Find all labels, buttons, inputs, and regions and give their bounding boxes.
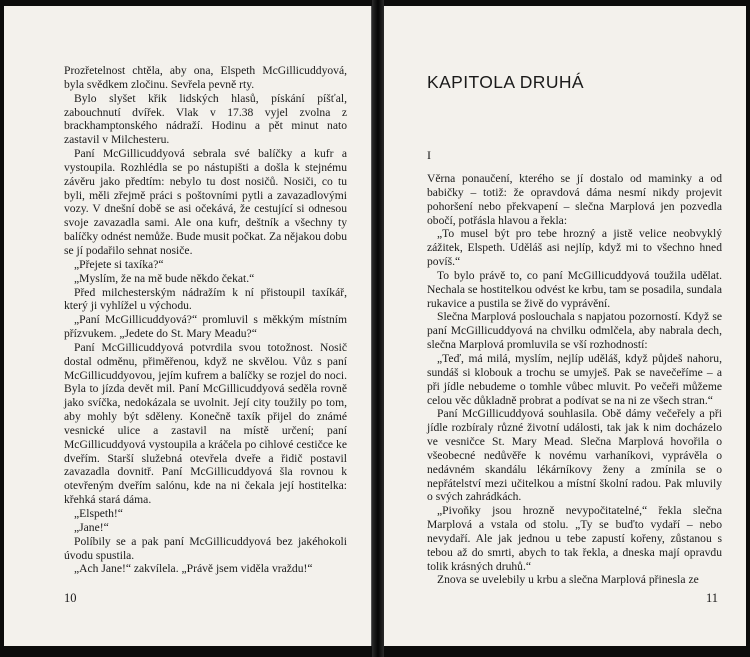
paragraph: „Myslím, že na mě bude někdo čekat.“ [74,271,255,285]
right-page [384,6,746,646]
paragraph: To bylo právě to, co paní McGillicuddyová toužila udělat. Nechala se hostitelkou odvést ke krbu, tam se posadila, sundala rukavice a pustila se živě do vyprávění. [427,268,722,310]
paragraph: „Jane!“ [74,520,109,534]
book-spine [372,0,384,657]
paragraph: Slečna Marplová poslouchala s napjatou pozorností. Když se paní McGillicuddyová na chvilku odmlčela, aby nabrala dech, slečna Marplová promluvila se vší rozhodností: [427,310,722,352]
paragraph: Paní McGillicuddyová souhlasila. Obě dámy večeřely a při jídle rozbíraly různé životní události, tak jak k nim docházelo ve vesničce St. Mary Mead. Slečna Marplová hovořila o všeobecné nedůvěře k novému varhaníkovi, vyprávěla o nedávném skandálu lékárníkovy ženy a zmínila se o nepřátelství mezi učitelkou a místní školní radou. Pak mluvily o svých zahrádkách. [427,407,722,504]
page-number: 10 [64,591,77,605]
paragraph: Znova se uvelebily u krbu a slečna Marplová přinesla ze [437,573,699,587]
paragraph: Bylo slyšet křik lidských hlasů, pískání píšťal, zabouchnutí dvířek. Vlak v 17.38 vyjel zvolna z brackhamptonského nádraží. Hodinu a pět minut nato zastavil v Milchesteru. [64,91,347,147]
paragraph: Před milchesterským nádražím k ní přistoupil taxíkář, který ji vyhlížel u východu. [64,285,347,313]
paragraph: Věrna ponaučení, kterého se jí dostalo od maminky a od babičky – totiž: že opravdová dáma nesmí nikdy projevit pohoršení nebo překvapení – slečna Marplová jen pozvedla obočí, potřásla hlavou a řekla: [427,172,722,227]
paragraph: „Ach Jane!“ zakvílela. „Právě jsem viděla vraždu!“ [74,562,313,576]
paragraph: „Elspeth!“ [74,507,123,520]
page-number: 11 [705,591,718,605]
paragraph: „Pivoňky jsou hrozně nevypočitatelné,“ řekla slečna Marplová a vstala od stolu. „Ty se buďto vydaří – nebo nevydaří. Ale jak jednou u tebe zapustí kořeny, zůstanou s tebou až do smrti, abych to tak řekla, a dneska mají opravdu tolik krásných druhů.“ [427,504,722,573]
left-page [4,6,372,646]
paragraph: Paní McGillicuddyová sebrala své balíčky a kufr a vystoupila. Rozhlédla se po nástupišti a došla k stejnému závěru jako předtím: nebylo tu dost nosičů. Nosiči, co tu byli, měli zřejmě práci s poštovními pytli a zavazadlovými vozy. V dnešní době se asi očekává, že cestující si odnesou svoje zavazadla sami. Ale ona kufr, deštník a všechny ty balíčky odnést nemůže. Bude musit počkat. Za nějakou dobu se jí podařilo sehnat nosiče. [64,147,347,257]
paragraph: Políbily se a pak paní McGillicuddyová bez jakéhokoli úvodu spustila. [64,534,347,562]
paragraph: „Teď, má milá, myslím, nejlíp uděláš, když půjdeš nahoru, sundáš si klobouk a trochu se umyješ. Pak se navečeříme – a při jídle nebudeme o tomhle vůbec mluvit. Po večeři můžeme celou věc důkladně probrat a podívat se na ni ze všech stran.“ [427,351,722,407]
paragraph: Paní McGillicuddyová potvrdila svou totožnost. Nosič dostal odměnu, přiměřenou, když ne skvělou. Vůz s paní McGillicuddyovou, jejím kufrem a balíčky se rozjel do noci. Byla to jízda devět mil. Paní McGillicuddyová seděla rovně jako svíčka, nedokázala se uvolnit. Její city toužily po tom, aby mohly být sděleny. Konečně taxík přijel do známé vesnické ulice a zastavil na místě určení; paní McGillicuddyová vystoupila a kráčela po cihlové cestičce ke dveřím. Starší služebná otevřela dveře a řidič postavil zavazadla dovnitř. Paní McGillicuddyová šla rovnou k otevřeným dveřím salónu, kde na ni čekala její hostitelka: křehká stará dáma. [64,340,347,507]
paragraph: Prozřetelnost chtěla, aby ona, Elspeth McGillicuddyová, byla svědkem zločinu. Sevřela pevně rty. [64,64,347,91]
paragraph: „To musel být pro tebe hrozný a jistě velice neobvyklý zážitek, Elspeth. Uděláš asi nejlíp, když mi to všechno hned povíš.“ [427,227,722,269]
paragraph: „Paní McGillicuddyová?“ promluvil s měkkým místním přízvukem. „Jedete do St. Mary Meadu?“ [64,313,347,341]
chapter-title: KAPITOLA DRUHÁ [427,72,584,92]
right-page-text [427,172,722,587]
section-number: I [427,148,431,162]
left-page-text [64,64,347,576]
paragraph: „Přejete si taxíka?“ [74,257,164,271]
